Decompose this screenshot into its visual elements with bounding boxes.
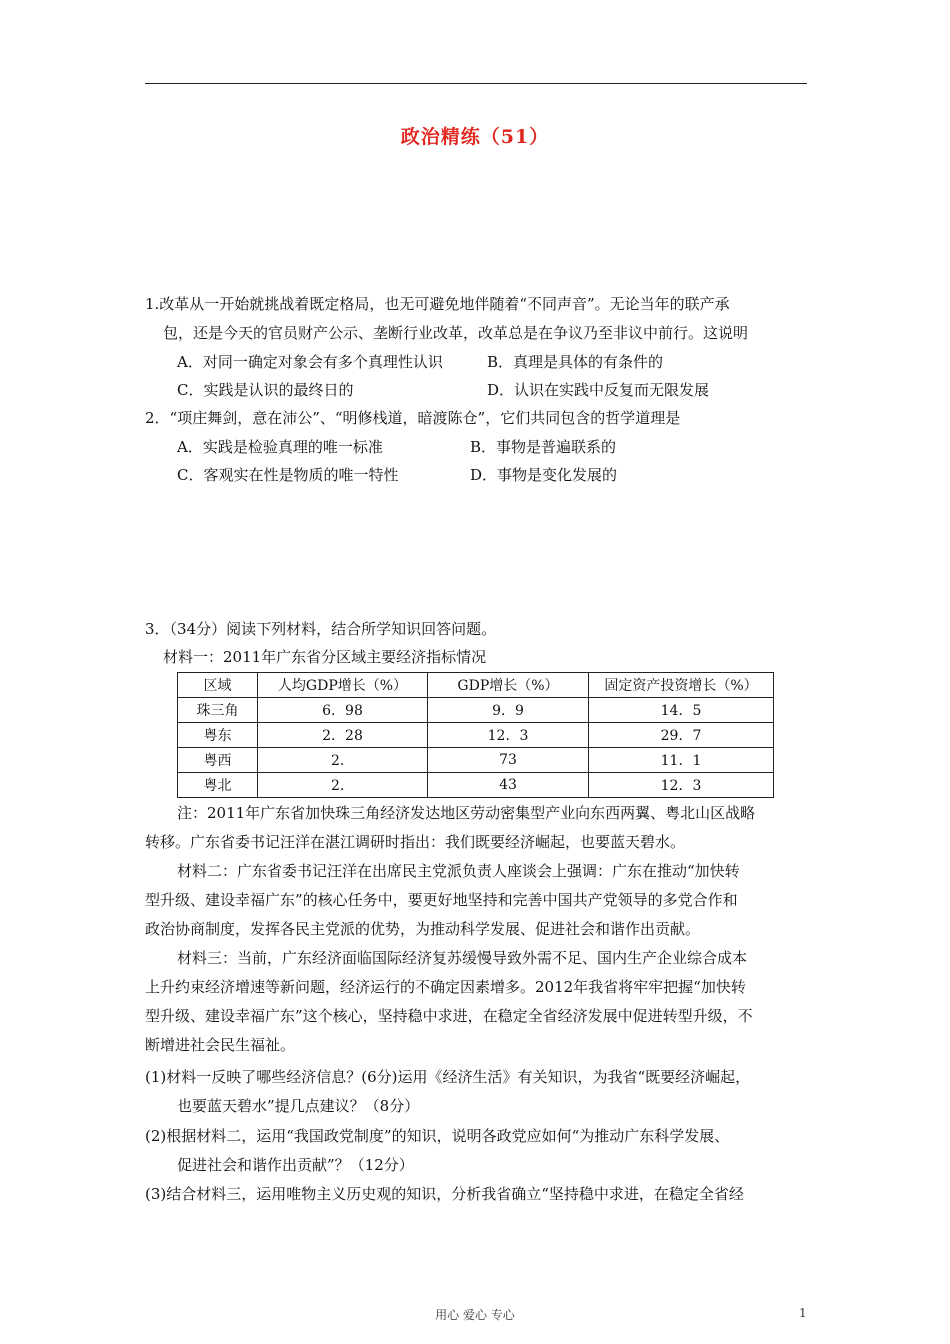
- table-cell: 2．: [258, 748, 428, 773]
- table-row: [178, 723, 774, 748]
- table-row: [178, 748, 774, 773]
- table-header-cell: 固定资产投资增长（%）: [589, 673, 774, 698]
- subquestion1-line2: 也要蓝天碧水”提几点建议？（8分）: [177, 1097, 420, 1115]
- material3-line3: 型升级、建设幸福广东”这个核心，坚持稳中求进，在稳定全省经济发展中促进转型升级，不: [145, 1007, 753, 1025]
- table-header-cell: 人均GDP增长（%）: [258, 673, 428, 698]
- table-cell: 2．: [258, 773, 428, 798]
- subquestion1-line1: (1)材料一反映了哪些经济信息？(6分)运用《经济生活》有关知识，为我省“既要经济崛起，: [145, 1068, 751, 1086]
- table-cell: 14．5: [589, 698, 774, 723]
- note-line1: 注：2011年广东省加快珠三角经济发达地区劳动密集型产业向东西两翼、粤北山区战略: [177, 804, 756, 822]
- q3-intro: 3．（34分）阅读下列材料，结合所学知识回答问题。: [145, 620, 497, 638]
- table-cell: 12．3: [589, 773, 774, 798]
- material3-line1: 材料三：当前，广东经济面临国际经济复苏缓慢导致外需不足、国内生产企业综合成本: [177, 949, 748, 967]
- subquestion2-line2: 促进社会和谐作出贡献”？（12分）: [177, 1156, 414, 1174]
- q1-option-b: B．真理是具体的有条件的: [487, 353, 664, 371]
- q1-stem-line1: 1.改革从一开始就挑战着既定格局，也无可避免地伴随着“不同声音”。无论当年的联产承: [145, 295, 730, 313]
- table-cell: 29．7: [589, 723, 774, 748]
- q1-option-d: D．认识在实践中反复而无限发展: [487, 381, 710, 399]
- table-cell: 73: [428, 748, 589, 773]
- q2-option-c: C．客观实在性是物质的唯一特性: [177, 466, 399, 484]
- table-cell: 9．9: [428, 698, 589, 723]
- table-cell: 粤西: [178, 748, 258, 773]
- material1-title: 材料一：2011年广东省分区域主要经济指标情况: [163, 648, 487, 666]
- table-cell: 12．3: [428, 723, 589, 748]
- table-row: [178, 698, 774, 723]
- q2-option-d: D．事物是变化发展的: [470, 466, 618, 484]
- material2-line3: 政治协商制度，发挥各民主党派的优势，为推动科学发展、促进社会和谐作出贡献。: [145, 920, 701, 938]
- subquestion2-line1: (2)根据材料二，运用“我国政党制度”的知识，说明各政党应如何“为推动广东科学发展、: [145, 1127, 730, 1145]
- q2-stem: 2．“项庄舞剑，意在沛公”、“明修栈道，暗渡陈仓”，它们共同包含的哲学道理是: [145, 409, 681, 427]
- material2-line1: 材料二：广东省委书记汪洋在出席民主党派负责人座谈会上强调：广东在推动“加快转: [177, 862, 740, 880]
- q2-option-b: B．事物是普遍联系的: [470, 438, 617, 456]
- q1-option-c: C．实践是认识的最终日的: [177, 381, 354, 399]
- table-cell: 43: [428, 773, 589, 798]
- header-rule: [145, 83, 807, 84]
- table-cell: 11．1: [589, 748, 774, 773]
- note-line2: 转移。广东省委书记汪洋在湛江调研时指出：我们既要经济崛起，也要蓝天碧水。: [145, 833, 686, 851]
- table-cell: 粤北: [178, 773, 258, 798]
- page-title: 政治精练（51）: [400, 126, 550, 148]
- page-number: 1: [799, 1306, 807, 1320]
- q1-option-a: A．对同一确定对象会有多个真理性认识: [177, 353, 443, 371]
- table-row: [178, 773, 774, 798]
- table-cell: 2．28: [258, 723, 428, 748]
- material3-line2: 上升约束经济增速等新问题，经济运行的不确定因素增多。2012年我省将牢牢把握“加快转: [145, 978, 746, 996]
- table-header-row: [178, 673, 774, 698]
- table-cell: 粤东: [178, 723, 258, 748]
- table-header-cell: 区域: [178, 673, 258, 698]
- table-cell: 珠三角: [178, 698, 258, 723]
- page-footer: 用心 爱心 专心: [435, 1308, 515, 1322]
- subquestion3-line1: (3)结合材料三，运用唯物主义历史观的知识，分析我省确立“坚持稳中求进，在稳定全省经: [145, 1185, 744, 1203]
- material3-line4: 断增进社会民生福祉。: [145, 1036, 296, 1054]
- q2-option-a: A．实践是检验真理的唯一标准: [177, 438, 383, 456]
- table-cell: 6．98: [258, 698, 428, 723]
- material2-line2: 型升级、建设幸福广东”的核心任务中，要更好地坚持和完善中国共产党领导的多党合作和: [145, 891, 738, 909]
- economic-indicators-table: [177, 672, 774, 798]
- q1-stem-line2: 包，还是今天的官员财产公示、垄断行业改革，改革总是在争议乃至非议中前行。这说明: [163, 324, 749, 342]
- table-header-cell: GDP增长（%）: [428, 673, 589, 698]
